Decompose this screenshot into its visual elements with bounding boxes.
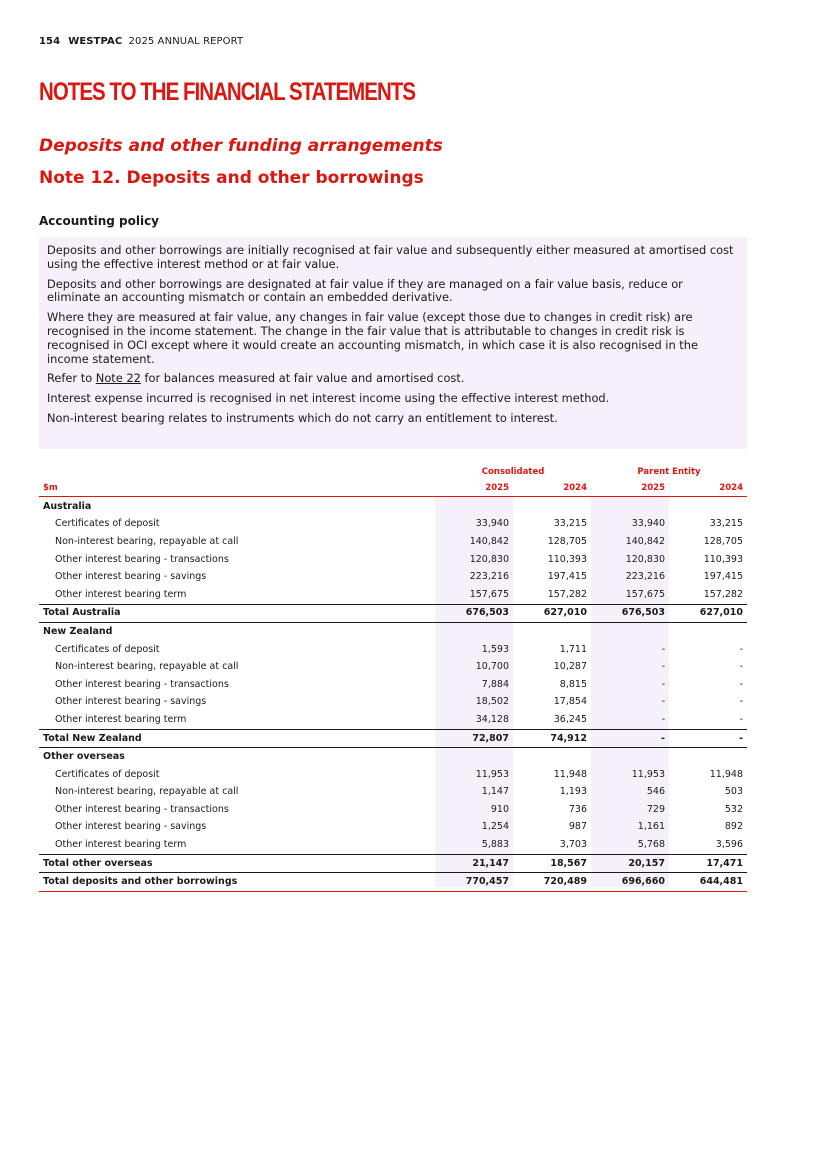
value-cell: 627,010 xyxy=(669,604,747,623)
value-cell: 1,254 xyxy=(481,821,509,833)
value-cell: 910 xyxy=(490,803,509,815)
table-group-row xyxy=(39,623,747,641)
value-cell: 197,415 xyxy=(547,571,587,583)
table-total-row xyxy=(39,729,747,748)
policy-ref-prefix: Refer to xyxy=(47,371,96,386)
value-cell: - xyxy=(739,678,743,690)
value-cell: 1,593 xyxy=(481,643,509,655)
value-cell: 3,703 xyxy=(559,839,587,851)
row-label: Total Australia xyxy=(39,604,435,623)
value-cell: 720,489 xyxy=(513,873,591,892)
table-total-row xyxy=(39,873,747,892)
value-cell: 34,128 xyxy=(475,713,509,725)
row-label: Other interest bearing - savings xyxy=(55,821,207,833)
row-label: Other interest bearing - transactions xyxy=(55,803,229,815)
note-22-link[interactable]: Note 22 xyxy=(95,371,141,386)
row-label: Certificates of deposit xyxy=(55,768,160,780)
policy-paragraph: Where they are measured at fair value, any changes in fair value (except those due to changes in credit risk) are recognised in the income statement. The change in the fair value that is attributable to changes in credit risk is recognised in OCI except where it would create an accounting mismatch, in which case it is also recognised in the income statement. xyxy=(47,310,699,366)
col-parent-2024: 2024 xyxy=(719,483,743,493)
table-row xyxy=(39,568,747,586)
table-row xyxy=(39,819,747,837)
value-cell: - xyxy=(661,661,665,673)
table-row xyxy=(39,551,747,569)
row-label: New Zealand xyxy=(43,625,113,637)
value-cell: 17,471 xyxy=(669,854,747,873)
row-label: Total New Zealand xyxy=(39,729,435,748)
table-row xyxy=(39,516,747,534)
value-cell: 696,660 xyxy=(591,873,669,892)
value-cell: 11,948 xyxy=(709,768,743,780)
value-cell: - xyxy=(739,643,743,655)
value-cell: 644,481 xyxy=(669,873,747,892)
page-number: 154 xyxy=(39,36,61,47)
value-cell: 110,393 xyxy=(703,553,743,565)
value-cell: 729 xyxy=(646,803,665,815)
value-cell: 736 xyxy=(568,803,587,815)
note-title: Note 12. Deposits and other borrowings xyxy=(39,168,424,188)
table-total-row xyxy=(39,854,747,873)
value-cell: 128,705 xyxy=(703,535,743,547)
policy-paragraph-note-ref xyxy=(47,372,737,386)
value-cell: 120,830 xyxy=(625,553,665,565)
value-cell: 10,700 xyxy=(475,661,509,673)
value-cell: 627,010 xyxy=(513,604,591,623)
value-cell: - xyxy=(661,678,665,690)
row-label: Other interest bearing - savings xyxy=(55,696,207,708)
table-row xyxy=(39,801,747,819)
value-cell: 1,711 xyxy=(559,643,587,655)
value-cell: 7,884 xyxy=(481,678,509,690)
deposits-table xyxy=(39,498,747,892)
value-cell: 11,948 xyxy=(553,768,587,780)
value-cell: - xyxy=(739,696,743,708)
row-label: Non-interest bearing, repayable at call xyxy=(55,786,239,798)
value-cell: - xyxy=(661,696,665,708)
value-cell: 770,457 xyxy=(435,873,513,892)
section-title: NOTES TO THE FINANCIAL STATEMENTS xyxy=(39,78,416,106)
row-label: Certificates of deposit xyxy=(55,643,160,655)
table-row xyxy=(39,641,747,659)
value-cell: 3,596 xyxy=(715,839,743,851)
row-label: Other interest bearing term xyxy=(55,588,187,600)
value-cell: 1,147 xyxy=(481,786,509,798)
value-cell: 157,675 xyxy=(469,588,509,600)
value-cell: 33,940 xyxy=(631,518,665,530)
value-cell: 18,502 xyxy=(475,696,509,708)
value-cell: 120,830 xyxy=(469,553,509,565)
header-brand: WESTPAC xyxy=(68,36,123,47)
value-cell: - xyxy=(669,729,747,748)
value-cell: 676,503 xyxy=(591,604,669,623)
value-cell: - xyxy=(739,661,743,673)
table-group-row xyxy=(39,748,747,766)
policy-heading: Accounting policy xyxy=(39,214,159,228)
value-cell: 987 xyxy=(568,821,587,833)
value-cell: 892 xyxy=(724,821,743,833)
table-row xyxy=(39,694,747,712)
value-cell: 223,216 xyxy=(625,571,665,583)
value-cell: 33,215 xyxy=(553,518,587,530)
value-cell: 18,567 xyxy=(513,854,591,873)
row-label: Total other overseas xyxy=(39,854,435,873)
value-cell: 128,705 xyxy=(547,535,587,547)
value-cell: 72,807 xyxy=(435,729,513,748)
table-row xyxy=(39,658,747,676)
policy-paragraph: Deposits and other borrowings are initially recognised at fair value and subsequently either measured at amortised cost using the effective interest method or at fair value. xyxy=(47,243,734,271)
value-cell: 546 xyxy=(646,786,665,798)
value-cell: 33,215 xyxy=(709,518,743,530)
value-cell: 110,393 xyxy=(547,553,587,565)
policy-paragraph: Interest expense incurred is recognised in net interest income using the effective interest method. xyxy=(47,391,610,406)
policy-ref-suffix: for balances measured at fair value and amortised cost. xyxy=(140,371,465,386)
value-cell: 5,883 xyxy=(481,839,509,851)
value-cell: 10,287 xyxy=(553,661,587,673)
row-label: Australia xyxy=(43,500,92,512)
table-group-row xyxy=(39,498,747,516)
table-row xyxy=(39,676,747,694)
value-cell: 1,161 xyxy=(637,821,665,833)
value-cell: 1,193 xyxy=(559,786,587,798)
value-cell: 197,415 xyxy=(703,571,743,583)
row-label: Other interest bearing term xyxy=(55,839,187,851)
value-cell: 223,216 xyxy=(469,571,509,583)
row-label: Other overseas xyxy=(43,751,125,763)
value-cell: 11,953 xyxy=(475,768,509,780)
table-row xyxy=(39,766,747,784)
header-rule xyxy=(39,496,747,497)
value-cell: - xyxy=(661,643,665,655)
row-label: Other interest bearing - savings xyxy=(55,571,207,583)
row-label: Other interest bearing term xyxy=(55,713,187,725)
table-row xyxy=(39,836,747,854)
policy-paragraph: Non-interest bearing relates to instruments which do not carry an entitlement to interest. xyxy=(47,410,558,425)
value-cell: 676,503 xyxy=(435,604,513,623)
row-label: Other interest bearing - transactions xyxy=(55,678,229,690)
value-cell: 157,282 xyxy=(703,588,743,600)
row-label: Certificates of deposit xyxy=(55,518,160,530)
col-consolidated-2025: 2025 xyxy=(485,483,509,493)
value-cell: 532 xyxy=(724,803,743,815)
value-cell: 20,157 xyxy=(591,854,669,873)
table-total-row xyxy=(39,604,747,623)
value-cell: 17,854 xyxy=(553,696,587,708)
table-row xyxy=(39,586,747,604)
value-cell: 157,675 xyxy=(625,588,665,600)
value-cell: - xyxy=(739,713,743,725)
accounting-policy-box xyxy=(39,237,747,449)
value-cell: 140,842 xyxy=(625,535,665,547)
col-consolidated-2024: 2024 xyxy=(563,483,587,493)
consolidated-group-label: Consolidated xyxy=(481,467,545,477)
table-row xyxy=(39,784,747,802)
unit-label: $m xyxy=(43,483,58,493)
row-label: Non-interest bearing, repayable at call xyxy=(55,535,239,547)
policy-paragraph: Deposits and other borrowings are designated at fair value if they are managed on a fair value basis, reduce or eliminate an accounting mismatch or contain an embedded derivative. xyxy=(47,276,683,305)
value-cell: 11,953 xyxy=(631,768,665,780)
row-label: Other interest bearing - transactions xyxy=(55,553,229,565)
value-cell: - xyxy=(591,729,669,748)
value-cell: 5,768 xyxy=(637,839,665,851)
page-header xyxy=(39,36,243,47)
value-cell: 157,282 xyxy=(547,588,587,600)
table-row xyxy=(39,711,747,729)
value-cell: 8,815 xyxy=(559,678,587,690)
table-row xyxy=(39,533,747,551)
col-parent-2025: 2025 xyxy=(641,483,665,493)
value-cell: 74,912 xyxy=(513,729,591,748)
header-report-name: 2025 ANNUAL REPORT xyxy=(128,36,244,47)
row-label: Total deposits and other borrowings xyxy=(39,873,435,892)
value-cell: 140,842 xyxy=(469,535,509,547)
value-cell: 36,245 xyxy=(553,713,587,725)
subsection-title: Deposits and other funding arrangements xyxy=(39,136,443,156)
parent-entity-group-label: Parent Entity xyxy=(637,467,701,477)
value-cell: - xyxy=(661,713,665,725)
value-cell: 33,940 xyxy=(475,518,509,530)
value-cell: 21,147 xyxy=(435,854,513,873)
value-cell: 503 xyxy=(724,786,743,798)
row-label: Non-interest bearing, repayable at call xyxy=(55,661,239,673)
